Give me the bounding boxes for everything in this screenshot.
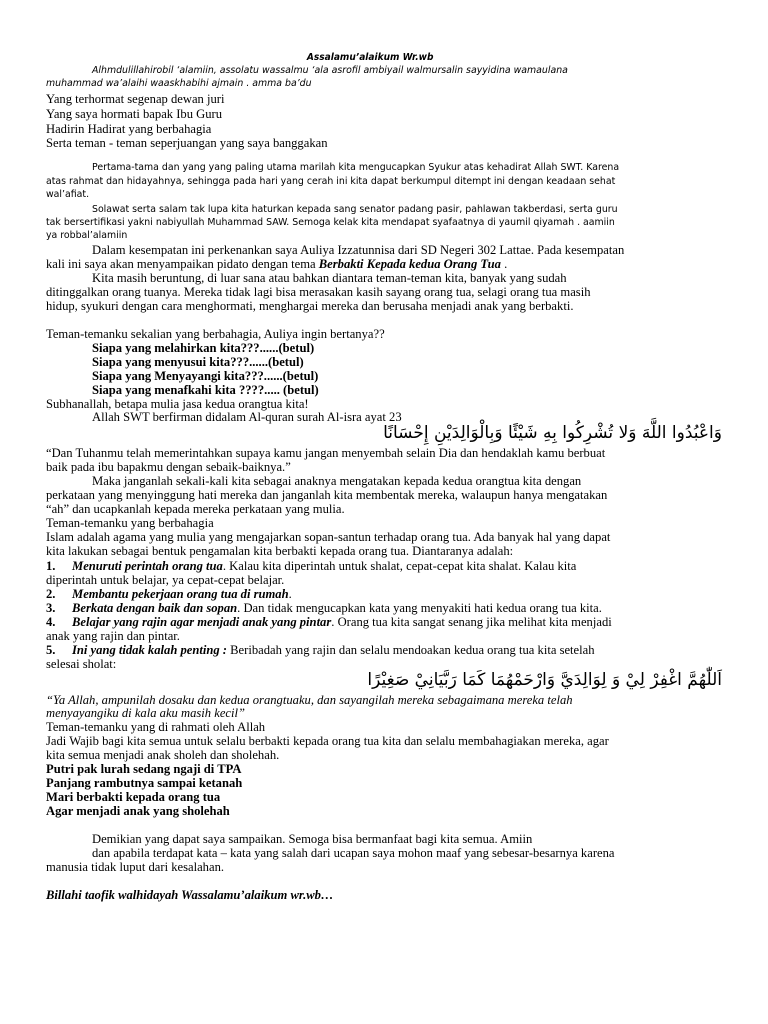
paragraph-4-line-3: hidup, syukuri dengan cara menghormati, menghargai mereka dan berusaha menjadi anak yang berbakti. <box>46 299 574 313</box>
greeting-line-2: Yang saya hormati bapak Ibu Guru <box>46 107 223 121</box>
teman-heading-1: Teman-temanku yang berbahagia <box>46 516 214 530</box>
list-text-1: . Kalau kita diperintah untuk shalat, cepat-cepat kita shalat. Kalau kita <box>222 559 577 573</box>
list-heading-4: Belajar yang rajin agar menjadi anak yang pintar <box>72 615 332 629</box>
list-text-5: Beribadah yang rajin dan selalu mendoakan kedua orang tua kita setelah <box>227 643 595 657</box>
arabic-prayer-parents: اَللّٰهُمَّ اغْفِرْ لِيْ وَ لِوَالِدَيَّ وَارْحَمْهُمَا كَمَا رَبَّيَانِيْ صَغِيْرًا <box>367 670 722 690</box>
question-1: Siapa yang melahirkan kita???......(betul) <box>92 341 315 355</box>
pantun-line-1: Putri pak lurah sedang ngaji di TPA <box>46 762 242 776</box>
list-text-2: . <box>288 587 292 601</box>
paragraph-7-line-2: kita semua menjadi anak sholeh dan sholehah. <box>46 748 280 762</box>
translation-1-line-2: baik pada ibu bapakmu dengan sebaik-baiknya.” <box>46 460 291 474</box>
paragraph-2-line-2: tak bersertifikasi yakni nabiyullah Muhammad SAW. Semoga kelak kita mendapat syafaatnya di yaumil qiyamah . aamiin <box>46 217 615 228</box>
closing-line-3: manusia tidak luput dari kesalahan. <box>46 860 225 874</box>
paragraph-4-line-2: ditinggalkan orang tuanya. Mereka tidak lagi bisa merasakan kasih sayang orang tua, selagi orang tua masih <box>46 285 591 299</box>
list-item-5 <box>46 644 595 657</box>
paragraph-5-line-1: Maka janganlah sekali-kali kita sebagai anaknya mengatakan kepada kedua orangtua kita dengan <box>92 474 582 488</box>
opening-line-1: Alhmdulillahirobil ‘alamiin, assolatu wassalmu ‘ala asrofil ambiyail walmursalin sayyidina wamaulana <box>92 65 568 76</box>
list-item-2 <box>46 588 292 601</box>
paragraph-5-line-2: perkataan yang menyinggung hati mereka dan janganlah kita membentak mereka, walaupun hanya mengatakan <box>46 488 608 502</box>
final-greeting: Billahi taofik walhidayah Wassalamu’alaikum wr.wb… <box>46 888 334 902</box>
pantun-line-2: Panjang rambutnya sampai ketanah <box>46 776 243 790</box>
closing-line-1: Demikian yang dapat saya sampaikan. Semoga bisa bermanfaat bagi kita semua. Amiin <box>92 832 533 846</box>
list-number-4: 4. <box>46 615 56 629</box>
pantun-line-4: Agar menjadi anak yang sholehah <box>46 804 230 818</box>
list-heading-5: Ini yang tidak kalah penting : <box>72 643 227 657</box>
greeting-line-1: Yang terhormat segenap dewan juri <box>46 92 225 106</box>
question-2: Siapa yang menyusui kita???......(betul) <box>92 355 304 369</box>
teman-heading-2: Teman-temanku yang di rahmati oleh Allah <box>46 720 266 734</box>
list-text-4: . Orang tua kita sangat senang jika melihat kita menjadi <box>331 615 612 629</box>
speech-theme: Berbakti Kepada kedua Orang Tua <box>318 257 501 271</box>
paragraph-3-line-1: Dalam kesempatan ini perkenankan saya Auliya Izzatunnisa dari SD Negeri 302 Lattae. Pada kesempatan <box>92 243 625 257</box>
opening-line-2: muhammad wa’alaihi waaskhabihi ajmain . amma ba’du <box>46 78 312 89</box>
list-number-2: 2. <box>46 587 56 601</box>
list-text-3: . Dan tidak mengucapkan kata yang menyakiti hati kedua orang tua kita. <box>237 601 602 615</box>
list-heading-3: Berkata dengan baik dan sopan <box>72 601 238 615</box>
question-4: Siapa yang menafkahi kita ????..... (betul) <box>92 383 319 397</box>
greeting-line-3: Hadirin Hadirat yang berbahagia <box>46 122 212 136</box>
list-item-5-line-2: selesai sholat: <box>46 657 117 671</box>
list-item-1-line-2: diperintah untuk belajar, ya cepat-cepat belajar. <box>46 573 285 587</box>
question-intro: Teman-temanku sekalian yang berbahagia, Auliya ingin bertanya?? <box>46 327 385 341</box>
list-heading-1: Menuruti perintah orang tua <box>72 559 223 573</box>
paragraph-4-line-1: Kita masih beruntung, di luar sana atau bahkan diantara teman-teman kita, banyak yang sudah <box>92 271 567 285</box>
arabic-verse-al-isra: وَاعْبُدُوا اللَّهَ وَلا تُشْرِكُوا بِهِ شَيْئًا وَبِالْوَالِدَيْنِ إِحْسَانًا <box>383 423 722 443</box>
list-item-4 <box>46 616 612 629</box>
paragraph-3-text: kali ini saya akan menyampaikan pidato dengan tema <box>46 257 319 271</box>
paragraph-1-line-3: wal’afiat. <box>46 189 90 200</box>
list-item-1 <box>46 560 576 573</box>
greeting-line-4: Serta teman - teman seperjuangan yang saya banggakan <box>46 136 328 150</box>
list-item-4-line-2: anak yang rajin dan pintar. <box>46 629 180 643</box>
translation-2-line-1: “Ya Allah, ampunilah dosaku dan kedua orangtuaku, dan sayangilah mereka sebagaimana mereka telah <box>46 693 573 707</box>
paragraph-3-line-2 <box>46 258 507 271</box>
document-title: Assalamu’alaikum Wr.wb <box>306 52 434 63</box>
paragraph-6-line-2: kita lakukan sebagai bentuk pengamalan kita berbakti kepada orang tua. Diantaranya adalah: <box>46 544 514 558</box>
firman-line: Allah SWT berfirman didalam Al-quran surah Al-isra ayat 23 <box>92 410 402 424</box>
subhanallah-line: Subhanallah, betapa mulia jasa kedua orangtua kita! <box>46 397 309 411</box>
paragraph-2-line-1: Solawat serta salam tak lupa kita haturkan kepada sang senator padang pasir, pahlawan takberdasi, serta guru <box>92 204 618 215</box>
paragraph-1-line-2: atas rahmat dan hidayahnya, sehingga pada hari yang cerah ini kita dapat berkumpul ditempt ini dengan keadaan sehat <box>46 176 616 187</box>
paragraph-7-line-1: Jadi Wajib bagi kita semua untuk selalu berbakti kepada orang tua kita dan selalu membahagiakan mereka, agar <box>46 734 609 748</box>
pantun-line-3: Mari berbakti kepada orang tua <box>46 790 221 804</box>
translation-1-line-1: “Dan Tuhanmu telah memerintahkan supaya kamu jangan menyembah selain Dia dan hendaklah kamu berbuat <box>46 446 606 460</box>
list-item-3 <box>46 602 602 615</box>
translation-2-line-2: menyayangiku di kala aku masih kecil” <box>46 706 245 720</box>
paragraph-5-line-3: “ah” dan ucapkanlah kepada mereka perkataan yang mulia. <box>46 502 345 516</box>
list-number-5: 5. <box>46 643 56 657</box>
list-heading-2: Membantu pekerjaan orang tua di rumah <box>72 587 289 601</box>
paragraph-3-end: . <box>500 257 508 271</box>
paragraph-6-line-1: Islam adalah agama yang mulia yang mengajarkan sopan-santun terhadap orang tua. Ada banyak hal yang dapat <box>46 530 611 544</box>
question-3: Siapa yang Menyayangi kita???......(betul) <box>92 369 319 383</box>
list-number-1: 1. <box>46 559 56 573</box>
paragraph-1-line-1: Pertama-tama dan yang yang paling utama marilah kita mengucapkan Syukur atas kehadirat Allah SWT. Karena <box>92 162 620 173</box>
paragraph-2-line-3: ya robbal’alamiin <box>46 230 128 241</box>
list-number-3: 3. <box>46 601 56 615</box>
closing-line-2: dan apabila terdapat kata – kata yang salah dari ucapan saya mohon maaf yang sebesar-besarnya karena <box>92 846 615 860</box>
